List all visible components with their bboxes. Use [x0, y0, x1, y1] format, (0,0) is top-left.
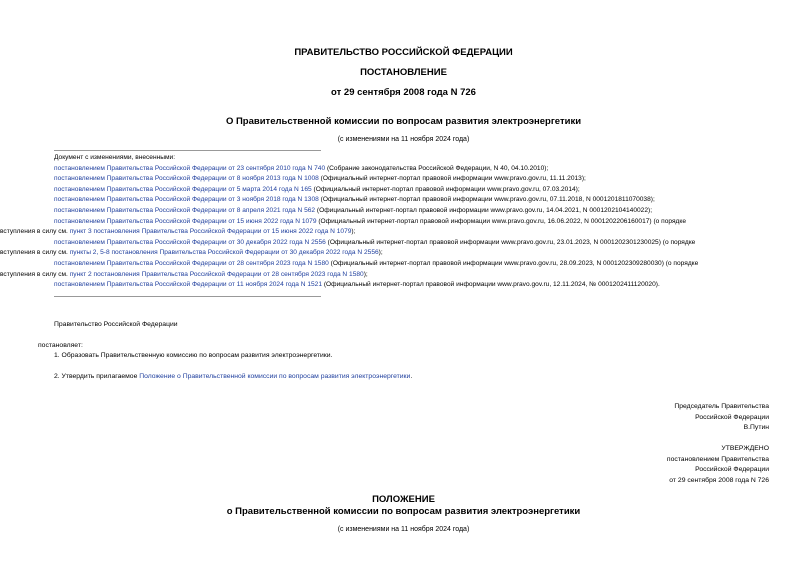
- regulation-link[interactable]: Положение о Правительственной комиссии по вопросам развития электроэнергетики: [139, 373, 411, 380]
- change-link[interactable]: пункты 2, 5-8 постановления Правительства Российской Федерации от 30 декабря 2022 года N 2556: [69, 249, 379, 257]
- approved-date: от 29 сентября 2008 года N 726: [669, 476, 769, 484]
- regulation-revision: (с изменениями на 11 ноября 2024 года): [337, 526, 470, 533]
- change-link[interactable]: постановлением Правительства Российской Федерации от 15 июня 2022 года N 1079: [54, 217, 317, 225]
- change-link[interactable]: постановлением Правительства Российской Федерации от 8 апреля 2021 года N 562: [54, 206, 316, 214]
- divider-top: [54, 150, 321, 151]
- revision-note: (с изменениями на 11 ноября 2024 года): [337, 136, 470, 143]
- change-item: постановлением Правительства Российской Федерации от 11 ноября 2024 года N 1521 (Официальный интернет-портал правовой информации www.pravo.gov.ru, 12.11.2024, № 0001202411120020).: [54, 281, 660, 289]
- doc-type-heading: ПОСТАНОВЛЕНИЕ: [360, 67, 447, 78]
- change-item: постановлением Правительства Российской Федерации от 15 июня 2022 года N 1079 (Официальный интернет-портал правовой информации www.pravo.gov.ru, 16.06.2022, N 0001202206160017) (о порядке: [54, 217, 687, 225]
- paragraph-1: 1. Образовать Правительственную комиссию по вопросам развития электроэнергетики.: [54, 352, 333, 359]
- change-link[interactable]: постановлением Правительства Российской Федерации от 11 ноября 2024 года N 1521: [54, 281, 322, 289]
- paragraph-2: 2. Утвердить прилагаемое Положение о Правительственной комиссии по вопросам развития электроэнергетики.: [54, 373, 413, 380]
- change-item: постановлением Правительства Российской Федерации от 8 ноября 2013 года N 1008 (Официальный интернет-портал правовой информации www.pravo.gov.ru, 11.11.2013);: [54, 175, 586, 183]
- signature-block: [674, 402, 769, 434]
- signature-org: Российской Федерации: [695, 413, 769, 421]
- change-link[interactable]: постановлением Правительства Российской Федерации от 30 декабря 2022 года N 2556: [54, 238, 326, 246]
- approved-org: Российской Федерации: [695, 466, 769, 473]
- change-link[interactable]: постановлением Правительства Российской Федерации от 23 сентября 2010 года N 740: [54, 164, 326, 172]
- change-item: постановлением Правительства Российской Федерации от 23 сентября 2010 года N 740 (Собрание законодательства Российской Федерации, N 40, 04.10.2010);: [54, 164, 549, 172]
- regulation-subtitle: о Правительственной комиссии по вопросам развития электроэнергетики: [226, 506, 581, 517]
- change-item: постановлением Правительства Российской Федерации от 28 сентября 2023 года N 1580 (Официальный интернет-портал правовой информации www.pravo.gov.ru, 28.09.2023, N 0001202309280030) (о порядке: [54, 259, 699, 267]
- signature-name: В.Путин: [743, 424, 769, 431]
- change-item: постановлением Правительства Российской Федерации от 3 ноября 2018 года N 1308 (Официальный интернет-портал правовой информации www.pravo.gov.ru, 07.11.2018, N 0001201811070038);: [54, 196, 655, 204]
- approved-label: УТВЕРЖДЕНО: [721, 445, 769, 452]
- change-item-cont: вступления в силу см. пункты 2, 5-8 постановления Правительства Российской Федерации от 30 декабря 2022 года N 2556);: [0, 249, 383, 257]
- regulation-title: ПОЛОЖЕНИЕ: [372, 494, 435, 505]
- decrees-word: постановляет:: [38, 342, 83, 349]
- doc-date: от 29 сентября 2008 года N 726: [331, 87, 476, 98]
- doc-title: О Правительственной комиссии по вопросам развития электроэнергетики: [225, 116, 582, 127]
- government-subject: Правительство Российской Федерации: [54, 321, 178, 328]
- change-link[interactable]: постановлением Правительства Российской Федерации от 8 ноября 2013 года N 1008: [54, 175, 319, 183]
- change-item-cont: вступления в силу см. пункт 2 постановления Правительства Российской Федерации от 28 сентября 2023 года N 1580);: [0, 270, 368, 278]
- change-item: постановлением Правительства Российской Федерации от 8 апреля 2021 года N 562 (Официальный интернет-портал правовой информации www.pravo.gov.ru, 14.04.2021, N 0001202104140022);: [54, 206, 653, 214]
- changes-list: [0, 153, 770, 291]
- divider-bottom: [54, 296, 321, 297]
- approved-block: [667, 444, 769, 486]
- change-link[interactable]: постановлением Правительства Российской Федерации от 5 марта 2014 года N 165: [54, 185, 312, 193]
- change-item: постановлением Правительства Российской Федерации от 5 марта 2014 года N 165 (Официальный интернет-портал правовой информации www.pravo.gov.ru, 07.03.2014);: [54, 185, 580, 193]
- change-link[interactable]: постановлением Правительства Российской Федерации от 3 ноября 2018 года N 1308: [54, 196, 319, 204]
- change-link[interactable]: постановлением Правительства Российской Федерации от 28 сентября 2023 года N 1580: [54, 259, 329, 267]
- approved-by: постановлением Правительства: [666, 455, 769, 463]
- government-heading: ПРАВИТЕЛЬСТВО РОССИЙСКОЙ ФЕДЕРАЦИИ: [294, 47, 513, 58]
- change-link[interactable]: пункт 3 постановления Правительства Российской Федерации от 15 июня 2022 года N 1079: [69, 228, 352, 236]
- change-link[interactable]: пункт 2 постановления Правительства Российской Федерации от 28 сентября 2023 года N 1580: [69, 270, 364, 278]
- signature-title: Председатель Правительства: [674, 403, 769, 410]
- changes-intro: Документ с изменениями, внесенными:: [54, 154, 176, 161]
- change-item: постановлением Правительства Российской Федерации от 30 декабря 2022 года N 2556 (Официальный интернет-портал правовой информации www.pravo.gov.ru, 23.01.2023, N 0001202301230025) (о порядке: [54, 238, 696, 246]
- change-item-cont: вступления в силу см. пункт 3 постановления Правительства Российской Федерации от 15 июня 2022 года N 1079);: [0, 228, 356, 236]
